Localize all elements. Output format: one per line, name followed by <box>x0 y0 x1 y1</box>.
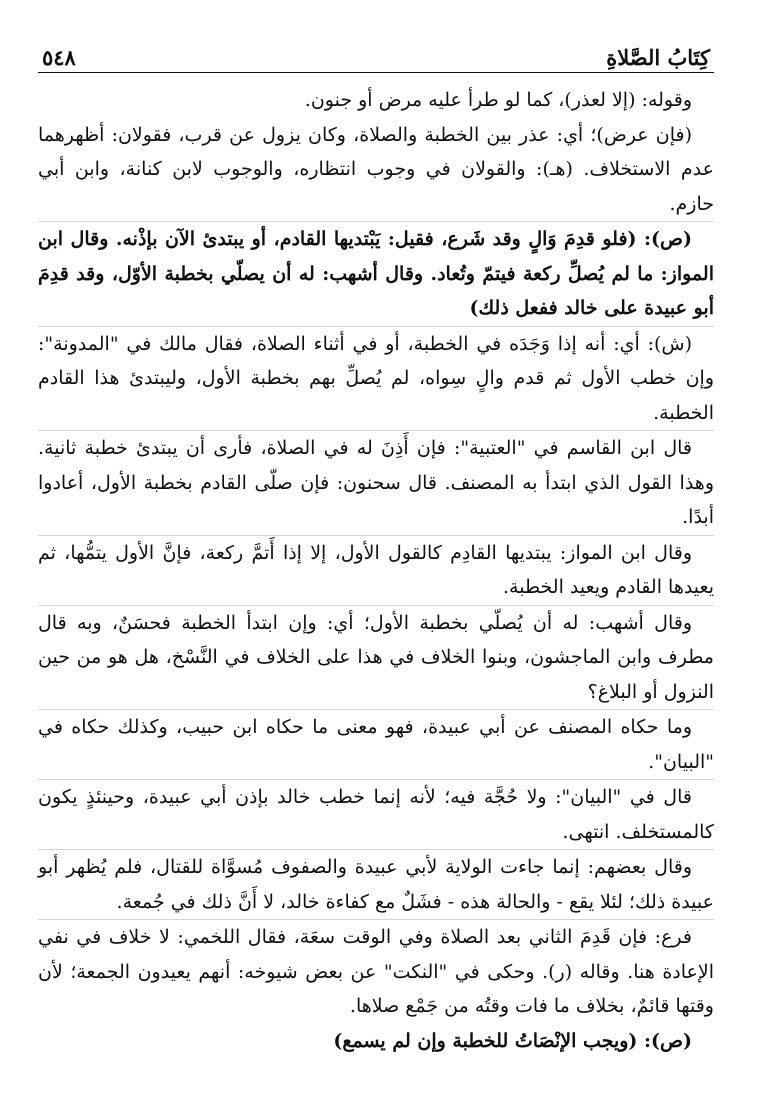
paragraph: وقوله: (إلا لعذر)، كما لو طرأ عليه مرض أو جنون. <box>304 89 692 111</box>
paragraph: قال في "البيان": ولا حُجَّة فيه؛ لأنه إنما خطب خالد بإذن أبي عبيدة، وحينئذٍ يكون كالمستخلف. انتهى. <box>38 779 714 849</box>
paragraph: فرع: فإن قَدِمَ الثاني بعد الصلاة وفي الوقت سعَة، فقال اللخمي: لا خلاف في نفي الإعادة هنا. وقاله (ر). وحكى في "النكت" عن بعض شيوخه: أنهم يعيدون الجمعة؛ لأن وقتها قائمٌ، بخلاف ما فات وقتُه من جَمْع صلاها. <box>38 919 714 1024</box>
running-title: كِتَابُ الصَّلاةِ <box>606 45 710 70</box>
paragraph: (فإن عرض)؛ أي: عذر بين الخطبة والصلاة، وكان يزول عن قرب، فقولان: أظهرهما عدم الاستخلاف. (هـ): والقولان في وجوب انتظاره، والوجوب لابن كنانة، وابن أبي حازم. <box>38 123 714 215</box>
paragraph: وقال أشهب: له أن يُصلّي بخطبة الأول؛ أي: وإن ابتدأ الخطبة فحسَنٌ، وبه قال مطرف وابن الماجشون، وبنوا الخلاف في هذا على الخلاف في النَّسْخ، هل هو من حين النزول أو البلاغ؟ <box>38 605 714 710</box>
page-number: ٥٤٨ <box>42 45 76 70</box>
paragraph: وقال بعضهم: إنما جاءت الولاية لأبي عبيدة والصفوف مُسوَّاة للقتال، فلم يُظهر أبو عبيدة ذلك؛ لئلا يقع - والحالة هذه - فشَلٌ مع كفاءة خالد، لا أَنَّ ذلك في جُمعة. <box>38 849 714 919</box>
page-body <box>38 83 714 1058</box>
paragraph: قال ابن القاسم في "العتبية": فإن أَذِنَ له في الصلاة، فأرى أن يبتدئ خطبة ثانية. وهذا القول الذي ابتدأ به المصنف. قال سحنون: فإن صلّى القادم بخطبة الأول، أعادوا أبدًا. <box>38 430 714 535</box>
paragraph: (ص): (ويجب الإنْصَاتُ للخطبة وإن لم يسمع) <box>333 1029 692 1052</box>
paragraph: وقال ابن المواز: يبتديها القادِم كالقول الأول، إلا إذا أَتمَّ ركعة، فإنَّ الأول يتمُّها، ثم يعيدها القادم ويعيد الخطبة. <box>38 535 714 605</box>
page-header <box>38 34 714 73</box>
paragraph: (ش): أي: أنه إذا وَجَدَه في الخطبة، أو في أثناء الصلاة، فقال مالك في "المدونة": وإن خطب الأول ثم قدم والٍ سِواه، لم يُصلِّ بهم بخطبة الأول، وليبتدئ هذا القادم الخطبة. <box>38 326 714 431</box>
paragraph: (ص): (فلو قدِمَ وَالٍ وقد شَرع، فقيل: يَبْتديها القادم، أو يبتدئ الآن بإذْنه. وقال ابن المواز: ما لم يُصلِّ ركعة فيتمّ وتُعاد. وقال أشهب: له أن يصلّي بخطبة الأوّل، وقد قدِمَ أبو عبيدة على خالد ففعل ذلك) <box>38 221 714 326</box>
paragraph: وما حكاه المصنف عن أبي عبيدة، فهو معنى ما حكاه ابن حبيب، وكذلك حكاه في "البيان". <box>38 709 714 779</box>
